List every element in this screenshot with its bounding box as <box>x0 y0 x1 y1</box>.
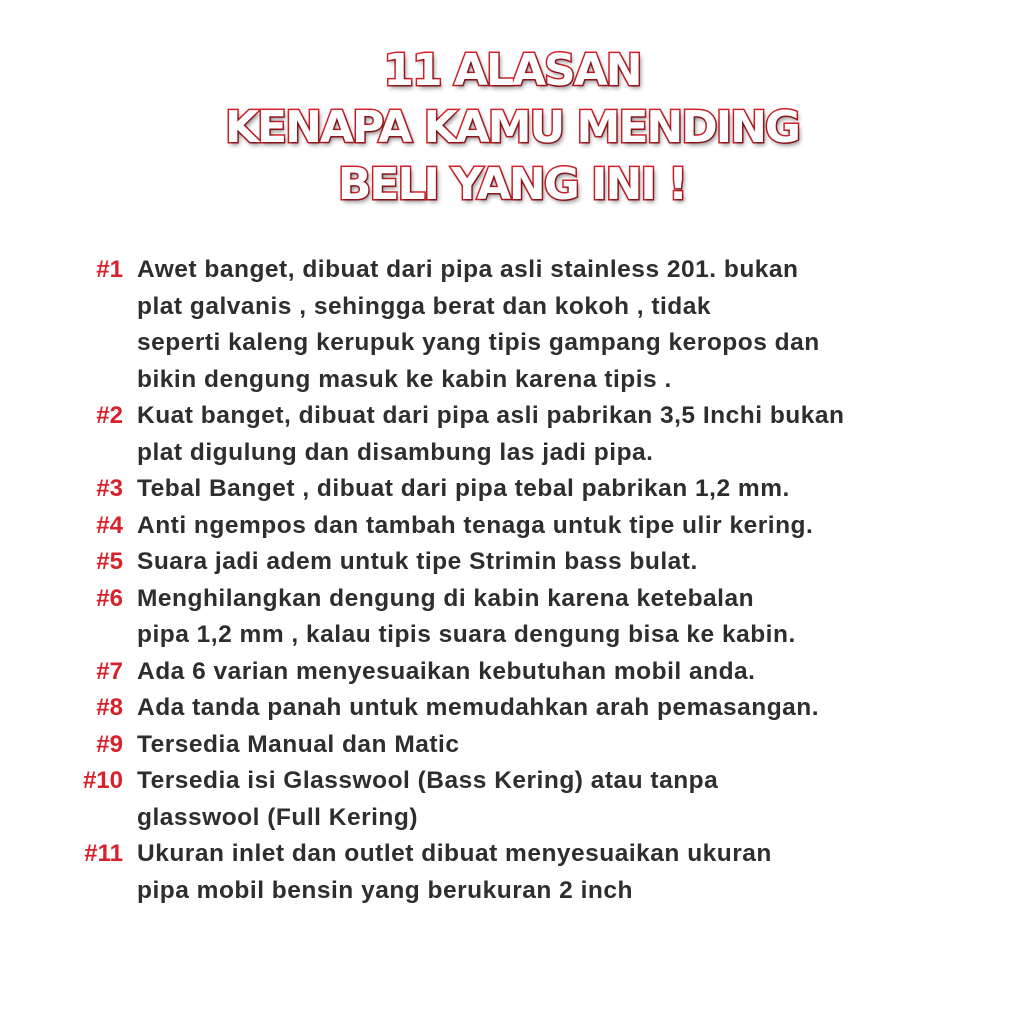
reason-6 <box>0 581 1024 654</box>
reason-text: Ada tanda panah untuk memudahkan arah pemasangan. <box>137 694 820 721</box>
reason-text: Menghilangkan dengung di kabin karena ketebalan pipa 1,2 mm , kalau tipis suara dengung bisa ke kabin. <box>137 584 796 648</box>
reason-4 <box>0 508 1024 545</box>
reason-text: Ada 6 varian menyesuaikan kebutuhan mobil anda. <box>137 657 756 685</box>
reason-text: Ukuran inlet dan outlet dibuat menyesuaikan ukuran pipa mobil bensin yang berukuran 2 inch <box>137 840 772 904</box>
reason-5 <box>0 544 1024 581</box>
reason-11 <box>0 836 1024 909</box>
reason-number: #2 <box>96 402 123 429</box>
reason-1 <box>0 252 1024 398</box>
reason-number: #8 <box>96 694 123 721</box>
reasons-list <box>0 252 1024 909</box>
reason-number: #10 <box>82 767 123 794</box>
reason-number: #4 <box>96 511 123 539</box>
reason-text: Tebal Banget , dibuat dari pipa tebal pabrikan 1,2 mm. <box>137 475 790 502</box>
reason-text: Awet banget, dibuat dari pipa asli stainless 201. bukan plat galvanis , sehingga berat dan kokoh , tidak seperti kaleng kerupuk yang tipis gampang keropos dan bikin dengung masuk ke kabin karena tipis . <box>137 256 820 393</box>
headline-line-3: BELI YANG INI ! <box>337 159 687 210</box>
headline-line-2: KENAPA KAMU MENDING <box>224 102 800 153</box>
reason-2 <box>0 398 1024 471</box>
reason-3 <box>0 471 1024 508</box>
headline-line-1: 11 ALASAN <box>383 45 641 96</box>
reason-number: #7 <box>96 657 123 685</box>
headline <box>0 42 1024 213</box>
reason-8 <box>0 690 1024 727</box>
reason-number: #5 <box>96 548 123 575</box>
reason-10 <box>0 763 1024 836</box>
reason-text: Tersedia Manual dan Matic <box>137 730 460 758</box>
reason-text: Kuat banget, dibuat dari pipa asli pabrikan 3,5 Inchi bukan plat digulung dan disambung las jadi pipa. <box>137 402 845 466</box>
reason-text: Tersedia isi Glasswool (Bass Kering) atau tanpa glasswool (Full Kering) <box>137 767 719 831</box>
reason-text: Anti ngempos dan tambah tenaga untuk tipe ulir kering. <box>137 511 814 539</box>
reason-number: #1 <box>96 256 123 283</box>
reason-number: #9 <box>96 730 123 758</box>
reason-number: #11 <box>84 840 123 867</box>
reason-number: #6 <box>96 584 123 612</box>
reason-number: #3 <box>96 475 123 502</box>
reason-7 <box>0 654 1024 691</box>
reason-9 <box>0 727 1024 764</box>
reason-text: Suara jadi adem untuk tipe Strimin bass bulat. <box>137 548 698 575</box>
